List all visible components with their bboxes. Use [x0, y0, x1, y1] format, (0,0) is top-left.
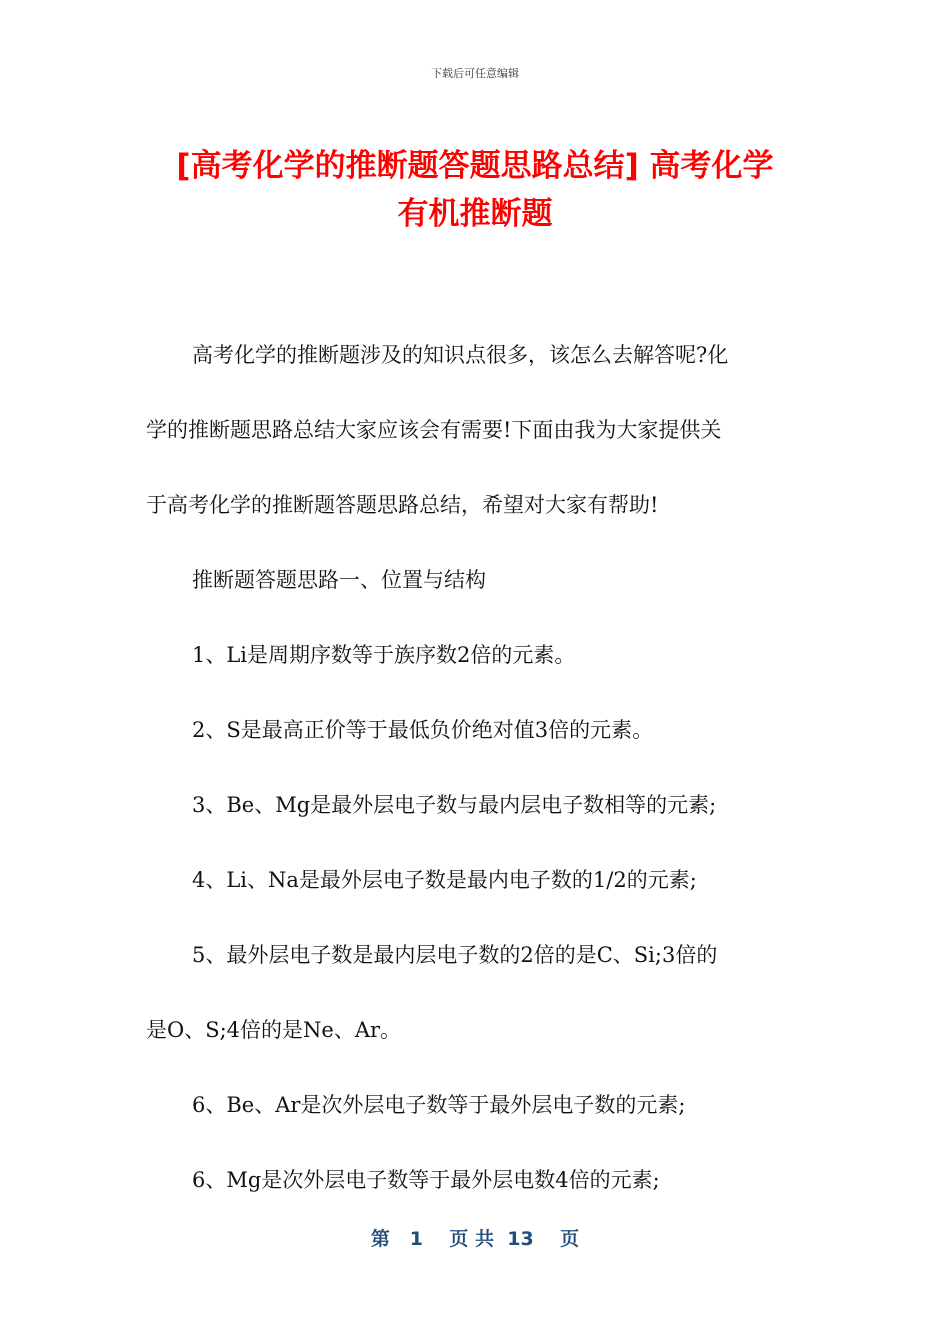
header-note: 下载后可任意编辑 — [431, 67, 519, 80]
list-item: 3、Be、Mg是最外层电子数与最内层电子数相等的元素; — [192, 793, 717, 817]
title-line-1: [高考化学的推断题答题思路总结] 高考化学 — [176, 148, 774, 184]
list-item-continuation: 是O、S;4倍的是Ne、Ar。 — [146, 1018, 402, 1042]
list-item: 6、Be、Ar是次外层电子数等于最外层电子数的元素; — [192, 1093, 686, 1117]
section-heading: 推断题答题思路一、位置与结构 — [192, 568, 486, 592]
intro-line-1: 高考化学的推断题涉及的知识点很多，该怎么去解答呢?化 — [192, 343, 729, 367]
list-item: 4、Li、Na是最外层电子数是最内电子数的1/2的元素; — [192, 868, 697, 892]
list-item: 5、最外层电子数是最内层电子数的2倍的是C、Si;3倍的 — [192, 943, 718, 967]
list-item: 6、Mg是次外层电子数等于最外层电数4倍的元素; — [192, 1168, 660, 1192]
list-item: 1、Li是周期序数等于族序数2倍的元素。 — [192, 643, 576, 667]
title-line-2: 有机推断题 — [397, 196, 553, 232]
document-body — [146, 318, 806, 1218]
document-title — [100, 142, 850, 238]
intro-line-3: 于高考化学的推断题答题思路总结，希望对大家有帮助! — [146, 493, 659, 517]
page-footer: 第 1 页 共 13 页 — [370, 1228, 580, 1250]
intro-line-2: 学的推断题思路总结大家应该会有需要!下面由我为大家提供关 — [146, 418, 722, 442]
list-item: 2、S是最高正价等于最低负价绝对值3倍的元素。 — [192, 718, 654, 742]
